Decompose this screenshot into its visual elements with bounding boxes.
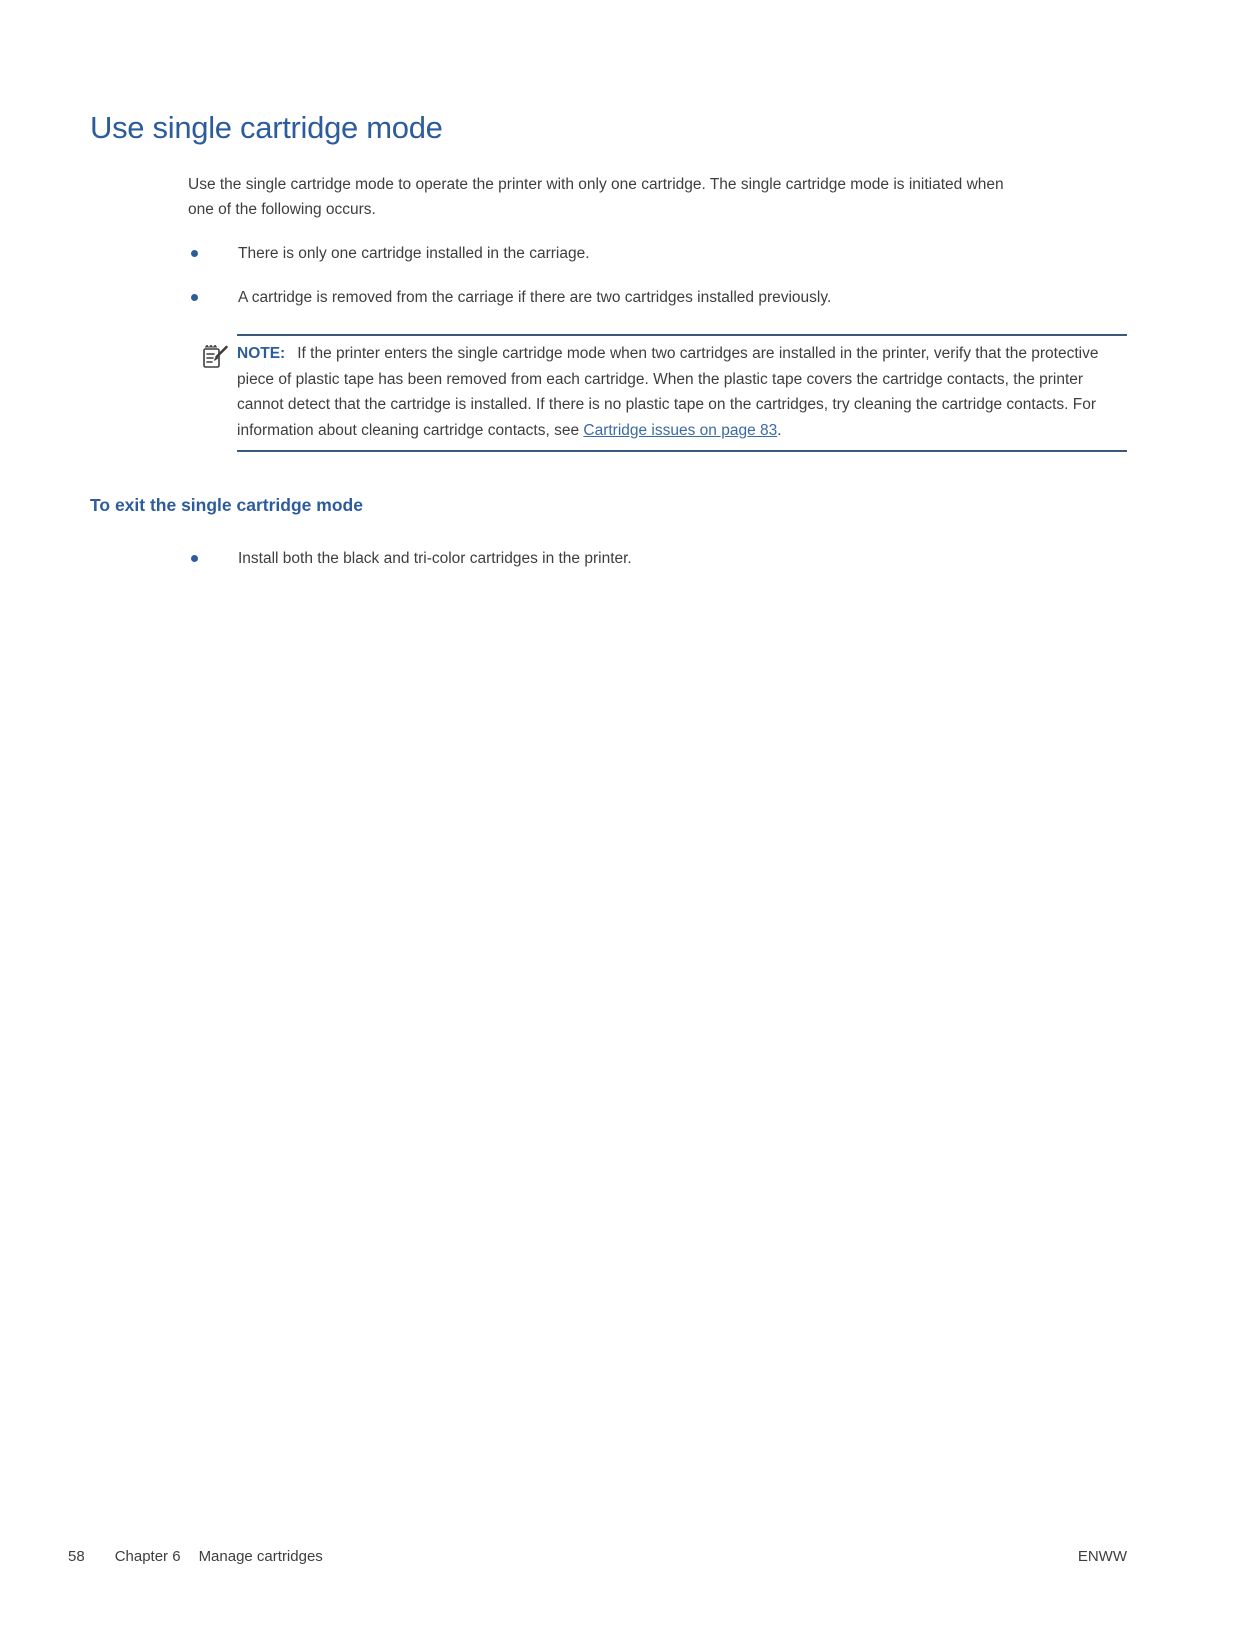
bullet-icon <box>191 250 198 257</box>
list-item-text: There is only one cartridge installed in the carriage. <box>238 245 590 262</box>
page-title: Use single cartridge mode <box>90 110 443 145</box>
note-icon <box>201 343 229 371</box>
list-item <box>191 285 1091 310</box>
list-item <box>191 241 1091 266</box>
note-label: NOTE: <box>237 345 286 362</box>
edition-label: ENWW <box>1077 1548 1127 1565</box>
chapter-title: Manage cartridges <box>198 1548 323 1565</box>
bullet-icon <box>191 555 198 562</box>
section-heading: To exit the single cartridge mode <box>90 495 363 515</box>
cartridge-issues-link[interactable]: Cartridge issues on page 83 <box>583 421 778 439</box>
note-paragraph <box>237 341 1127 443</box>
occurrence-list <box>191 241 1091 329</box>
bullet-icon <box>191 294 198 301</box>
page-footer <box>68 1548 1127 1565</box>
note-box <box>237 334 1127 452</box>
list-item <box>191 546 1091 571</box>
list-item-text: A cartridge is removed from the carriage if there are two cartridges installed previously. <box>238 289 832 306</box>
page-number: 58 <box>68 1548 85 1565</box>
footer-left <box>68 1548 323 1565</box>
list-item-text: Install both the black and tri-color cartridges in the printer. <box>238 550 632 567</box>
note-body-text: If the printer enters the single cartridge mode when two cartridges are installed in the printer, verify that the protective piece of plastic tape has been removed from each cartridge. When the plastic tape covers the cartridge contacts, the printer cannot detect that the cartridge is installed. If there is no plastic tape on the cartridges, try cleaning the cartridge contacts. For information about cleaning cartridge contacts, see <box>237 345 1099 439</box>
exit-steps-list <box>191 546 1091 590</box>
intro-paragraph: Use the single cartridge mode to operate the printer with only one cartridge. The single cartridge mode is initiated when one of the following occurs. <box>188 176 1004 218</box>
note-body-after: . <box>777 421 782 439</box>
chapter-label: Chapter 6 <box>114 1548 181 1565</box>
